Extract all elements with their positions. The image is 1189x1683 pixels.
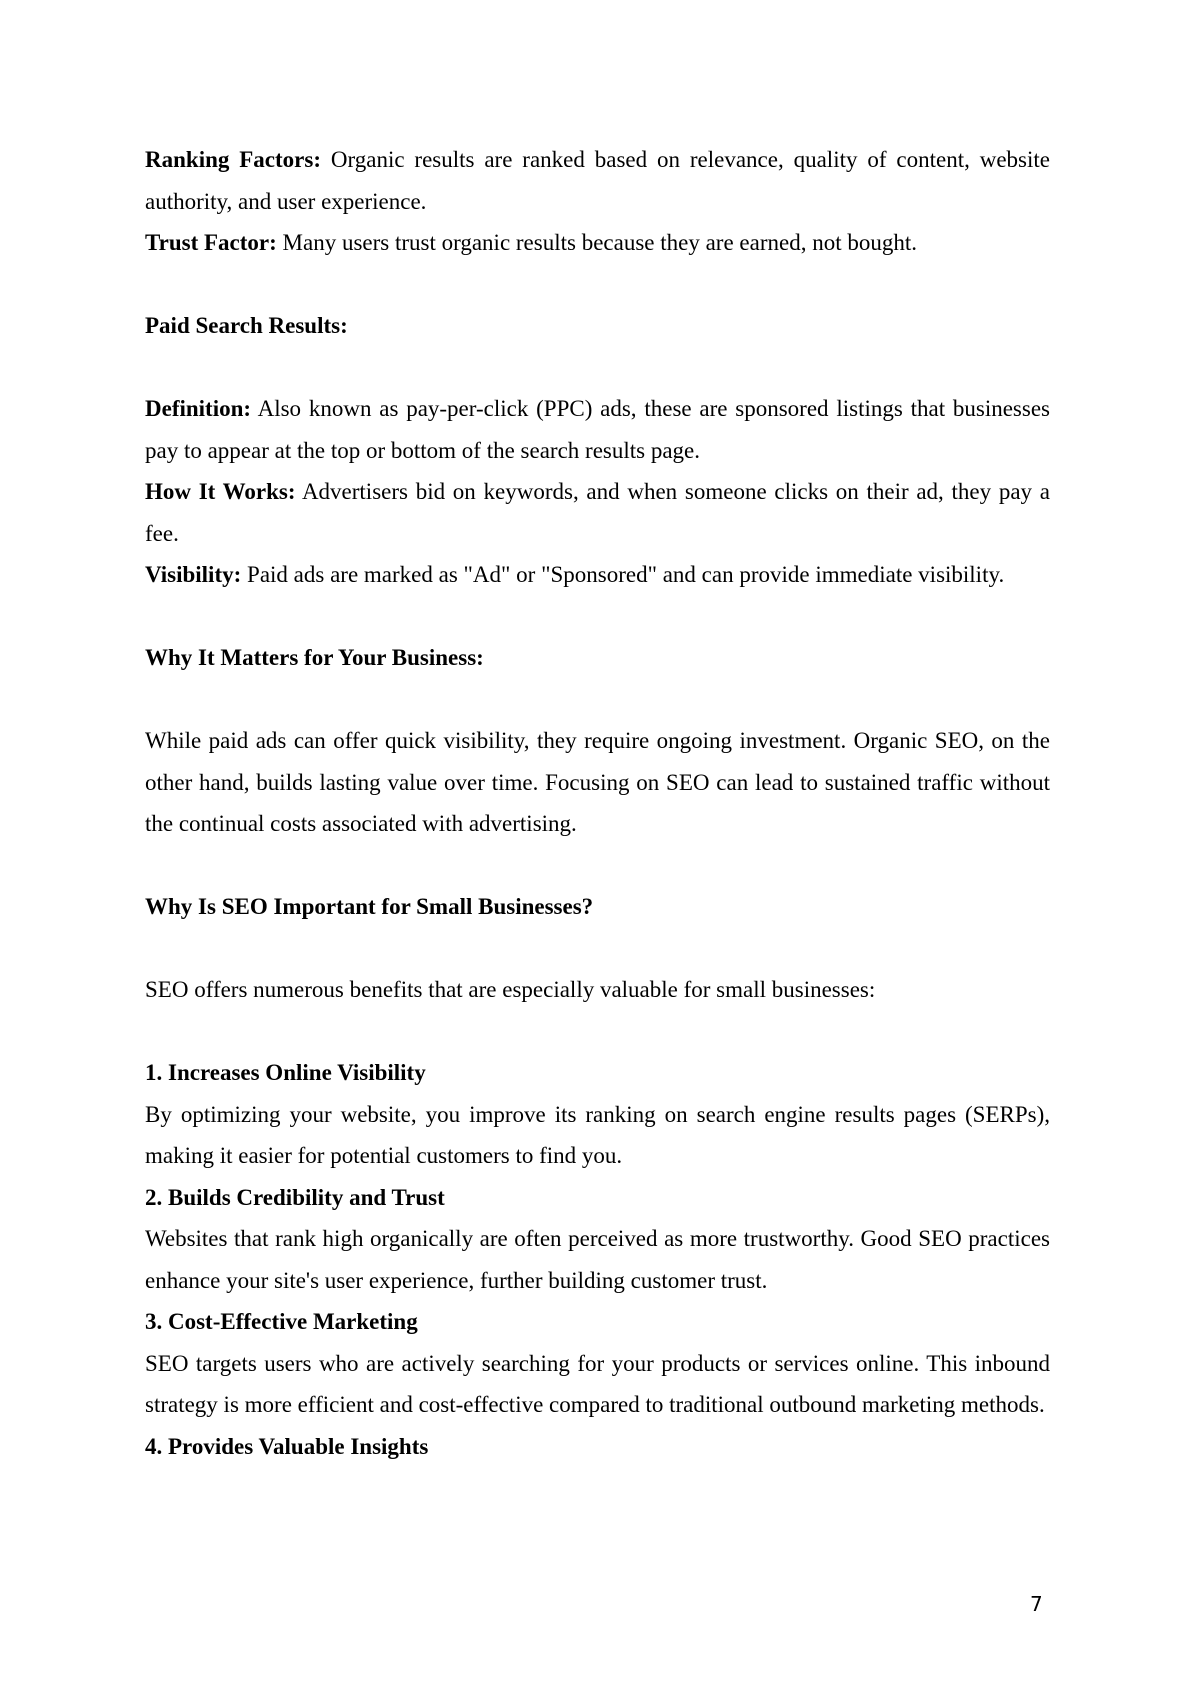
definition-text: Also known as pay-per-click (PPC) ads, these are sponsored listings that businesses pay to appear at the top or bottom of the search results page. <box>145 396 1050 463</box>
spacer <box>145 845 1050 887</box>
how-it-works-label: How It Works: <box>145 479 296 504</box>
why-important-intro: SEO offers numerous benefits that are especially valuable for small businesses: <box>145 977 876 1002</box>
why-important-heading-text: Why Is SEO Important for Small Businesses? <box>145 894 594 919</box>
spacer <box>145 264 1050 306</box>
benefit-text: By optimizing your website, you improve its ranking on search engine results pages (SERPs), making it easier for potential customers to find you. <box>145 1101 1050 1168</box>
visibility-label: Visibility: <box>145 562 242 587</box>
benefit-text: SEO targets users who are actively searching for your products or services online. This inbound strategy is more efficient and cost-effective compared to traditional outbound marketing methods. <box>145 1350 1050 1417</box>
trust-factor-paragraph <box>145 222 1050 264</box>
benefit-title-text: 1. Increases Online Visibility <box>145 1060 426 1085</box>
paid-search-heading <box>145 305 1050 347</box>
spacer <box>145 596 1050 638</box>
trust-factor-label: Trust Factor: <box>145 230 277 255</box>
spacer <box>145 928 1050 970</box>
ranking-factors-label: Ranking Factors: <box>145 147 321 172</box>
document-page <box>145 139 1050 1467</box>
how-it-works-text: Advertisers bid on keywords, and when someone clicks on their ad, they pay a fee. <box>145 479 1050 546</box>
trust-factor-text: Many users trust organic results because they are earned, not bought. <box>276 230 917 255</box>
paid-search-heading-text: Paid Search Results: <box>145 313 348 338</box>
spacer <box>145 1011 1050 1053</box>
ranking-factors-paragraph <box>145 139 1050 222</box>
benefit-title-text: 3. Cost-Effective Marketing <box>145 1309 418 1334</box>
spacer <box>145 347 1050 389</box>
visibility-paragraph <box>145 554 1050 596</box>
why-important-heading <box>145 886 1050 928</box>
why-matters-heading <box>145 637 1050 679</box>
benefit-title-text: 4. Provides Valuable Insights <box>145 1433 429 1459</box>
benefit-title <box>145 1177 1050 1219</box>
why-matters-paragraph: While paid ads can offer quick visibility, they require ongoing investment. Organic SEO, on the other hand, builds lasting value over time. Focusing on SEO can lead to sustained traffic without the continual costs associated with advertising. <box>145 728 1050 836</box>
visibility-text: Paid ads are marked as "Ad" or "Sponsored" and can provide immediate visibility. <box>241 562 1005 587</box>
definition-paragraph <box>145 388 1050 471</box>
ranking-factors-text: Organic results are ranked based on relevance, quality of content, website authority, and user experience. <box>145 147 1050 214</box>
benefit-title-text: 2. Builds Credibility and Trust <box>145 1184 445 1210</box>
benefit-text: Websites that rank high organically are often perceived as more trustworthy. Good SEO practices enhance your site's user experience, further building customer trust. <box>145 1226 1050 1293</box>
how-it-works-paragraph <box>145 471 1050 554</box>
benefit-title <box>145 1426 1050 1468</box>
why-matters-heading-text: Why It Matters for Your Business: <box>145 645 484 670</box>
benefit-title <box>145 1052 1050 1094</box>
page-number: 7 <box>1030 1592 1043 1616</box>
definition-label: Definition: <box>145 396 252 421</box>
spacer <box>145 679 1050 721</box>
benefit-title <box>145 1301 1050 1343</box>
